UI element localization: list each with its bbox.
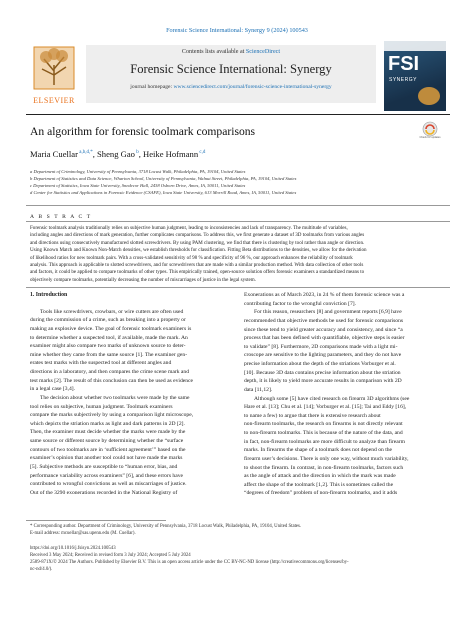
text-line: erates test marks with the suspected tool at different angles and (30, 360, 172, 367)
journal-banner (86, 45, 376, 103)
badge-label: Check for updates (419, 136, 441, 139)
text-line: examiner’s opinion that another tool could not have made the marks (30, 455, 183, 462)
text-line: to non-firearm toolmarks. This is because of the nature of the data, and (244, 430, 403, 436)
text-line: as the angle of attack and the direction in which the mark was made (244, 473, 396, 480)
abstract-heading: A B S T R A C T (30, 214, 92, 220)
text-line: to shoot the firearm. In contrast, in non-firearm toolmarks, factors such (244, 464, 404, 471)
journal-citation[interactable]: Forensic Science International: Synergy 9 (2024) 100543 (166, 27, 308, 34)
affiliation: a Department of Criminology, University of Pennsylvania, 3718 Locust Walk, Philadelphia, PA, 19104, United States (30, 169, 246, 174)
footnote-rule (26, 520, 166, 521)
text-line: [10]. Because 3D data contains precise information about the striation (244, 369, 401, 376)
homepage-link[interactable]: www.sciencedirect.com/journal/forensic-science-international-synergy (173, 84, 332, 90)
text-line: Then, the examiner must decide whether the marks were made by the (30, 429, 186, 436)
text-line: making an explosive device. The goal of forensic toolmark examiners is (30, 325, 192, 332)
abstract-line: of likelihood ratios for new toolmark pairs. With a cross-validated sensitivity of 98 % and specificity of 96 %, our approach enhances the reliability of toolmark (30, 254, 353, 261)
corresponding-note: * Corresponding author. Department of Criminology, University of Pennsylvania, 3718 Locust Walk, Philadelphia, PA, 19104, United States. (30, 524, 302, 529)
text-line: performance variability across examiners” [6], and these errors have (30, 472, 183, 479)
contents-prefix: Contents lists available at (181, 49, 246, 55)
cover-subtitle: SYNERGY (389, 77, 417, 83)
text-line: firearm user’s decisions. There is only one way, without much variability, (244, 455, 409, 462)
journal-title: Forensic Science International: Synergy (130, 62, 332, 76)
text-line: recommended that objective methods be used for forensic comparisons (244, 317, 404, 324)
abstract-line: and factors, it could be applied to compare toolmarks of other types. This empirically trained, open-source solution offers forensic examiners a standardized means to (30, 269, 365, 276)
license-line[interactable]: 2589-871X/© 2024 The Authors. Published by Elsevier B.V. This is an open access article under the CC BY-NC-ND license (http://creativecommons.org/licenses/by- (30, 560, 349, 565)
author-sup[interactable]: b (134, 150, 139, 156)
header-rule (26, 114, 450, 115)
affiliation: d Center for Statistics and Applications in Forensic Evidence (CSAFE), Iowa State University, 613 Morrill Road, Ames, IA, 50011, United States (30, 190, 297, 195)
homepage-line (86, 84, 376, 90)
text-line: marks. In firearms the shape of a toolmark does not depend on the (244, 447, 393, 454)
article-title: An algorithm for forensic toolmark comparisons (30, 125, 256, 138)
abstract-top-rule (26, 205, 450, 206)
sciencedirect-link[interactable]: ScienceDirect (245, 49, 281, 55)
author-sup[interactable]: a,b,d,* (77, 150, 93, 156)
left-column-text (30, 308, 232, 498)
text-line: to validate” [8]. Furthermore, 2D comparisons made with a light mi- (244, 343, 398, 350)
text-line: to name a few) to argue that there is extensive research about (244, 412, 381, 419)
right-column-text (244, 291, 446, 498)
text-line: precise information about the depth of the striations Vorburger et al. (244, 361, 396, 367)
elsevier-tree-icon (26, 45, 82, 93)
text-line: affect the shape of the toolmark [1,2]. This is sometimes called the (244, 481, 394, 488)
text-line: mine whether they came from the same source [1]. The examiner gen- (30, 351, 188, 358)
section-heading: 1. Introduction (30, 292, 68, 298)
abstract-text (30, 225, 444, 284)
elsevier-wordmark: ELSEVIER (33, 96, 75, 105)
text-line: test marks [2]. The result of this conclusion can then be used as evidence (30, 377, 193, 384)
text-line: compare the marks subjectively by using a comparison light microscope, (30, 412, 194, 419)
cover-graphic (418, 87, 440, 105)
abstract-heading-rule (26, 221, 450, 222)
text-line: during the commission of a crime, such as breaking into a property or (30, 317, 186, 324)
text-line: Out of the 3290 exonerations recorded in the National Registry of (30, 489, 178, 496)
abstract-line: including angles and directions of mark generation, further complicates comparisons. To address this, we first generate a dataset of 3D toolmarks from various angles (30, 232, 365, 239)
text-line: which depicts the striation marks as light and dark patterns in 2D [2]. (30, 420, 185, 427)
check-for-updates-badge[interactable] (421, 121, 439, 141)
text-line: Tools like screwdrivers, crowbars, or wire cutters are often used (40, 308, 184, 315)
abstract-line: Forensic toolmark analysis traditionally relies on subjective human judgment, leading to inconsistencies and lack of transparency. The multitude of variables, (30, 225, 348, 231)
affiliation: b Department of Statistics and Data Science, Wharton School, University of Pennsylvania, Walnut Street, Philadelphia, PA, 19104, United States (30, 176, 297, 181)
text-line: Exonerations as of March 2023, in 24 % of them forensic science was a (244, 292, 405, 298)
text-line: croscope are sensitive to the lighting parameters, and they do not have (244, 352, 402, 359)
author-name[interactable]: Sheng Gao (97, 149, 135, 159)
text-line: “degrees of freedom” problem of non-firearm toolmarks, and it adds (244, 490, 398, 497)
text-line: data [11,12]. (244, 386, 273, 393)
text-line: in a legal case [3,4]. (30, 386, 76, 393)
email-note (30, 531, 136, 537)
text-line: examiner might also compare two marks of unknown source to deter- (30, 343, 186, 350)
doi-link[interactable]: https://doi.org/10.1016/j.fsisyn.2024.100543 (30, 546, 116, 551)
abstract-line: objectively compare toolmarks, potentially decreasing the number of miscarriages of justice in the legal system. (30, 276, 256, 283)
contents-line (86, 49, 376, 55)
license-line-2[interactable]: nc-nd/4.0/). (30, 567, 53, 572)
text-line: since these tend to yield greater accuracy and consistency, and since “a (244, 326, 403, 333)
text-line: Hare et al. [13]; Chu et al. [14]; Vorburger et al. [15]; Tai and Eddy [16], (244, 404, 407, 411)
homepage-prefix: journal homepage: (130, 84, 174, 90)
text-line: contours of two toolmarks are in ‘sufficient agreement’” based on the (30, 446, 186, 453)
text-line: Although some [5] have cited research on firearm 3D algorithms (see (254, 395, 410, 402)
elsevier-logo[interactable] (26, 45, 82, 103)
text-line: process that has been defined with quantifiable, objective steps is easier (244, 335, 405, 342)
abstract-line: analysis. This approach is applicable to slotted screwdrivers, and for screwdrivers that are made with a similar production method. With data collection of other tools (30, 261, 364, 268)
text-line: tool relies on subjective, human judgment. Toolmark examiners (30, 403, 173, 410)
affiliation: c Department of Statistics, Iowa State University, Snedecor Hall, 2438 Osborn Drive, Ames, IA, 50011, United States (30, 183, 246, 188)
cover-title: FSI (388, 53, 420, 75)
right-column (244, 291, 446, 498)
abstract-bottom-rule (26, 287, 450, 288)
text-line: contributed to wrongful convictions as well as miscarriages of justice. (30, 481, 187, 488)
text-line: contributing factor to the wrongful conviction [7]. (244, 300, 357, 307)
text-line: For this reason, researchers [8] and government reports [6,9] have (254, 309, 402, 316)
text-line: in fact, non-firearm toolmarks are more difficult to analyze than firearm (244, 438, 405, 445)
journal-cover[interactable] (384, 41, 446, 111)
text-line: The decision about whether two toolmarks were made by the same (40, 394, 190, 401)
text-line: same source or different source by determining whether the “surface (30, 438, 184, 444)
text-line: directions in a laboratory, and then compares the crime scene mark and (30, 369, 189, 375)
text-line: depth, it is likely to yield more accurate results in comparison with 2D (244, 378, 402, 385)
author-name[interactable]: Maria Cuellar (30, 149, 78, 159)
email-address[interactable]: E-mail address: mcuellar@sas.upenn.edu (M. Cuellar). (30, 531, 136, 536)
left-column (30, 291, 232, 497)
author-list: Maria Cuellar $^{a,b,d,*}$, Sheng Gao $^b$, Heike Hofmann $^{c,d}$ (30, 149, 206, 159)
author-name[interactable]: Heike Hofmann (143, 149, 199, 159)
received-dates: Received 3 May 2024; Received in revised form 3 July 2024; Accepted 5 July 2024 (30, 553, 191, 558)
text-line: non-firearm toolmarks, the research on firearms is not directly relevant (244, 421, 403, 428)
text-line: to determine whether a suspected tool, if available, made the mark. An (30, 334, 188, 341)
abstract-line: Using Known Match and Known Non-Match densities, we establish thresholds for classification. Fitting Beta distributions to the densities, we allow for the derivation (30, 247, 367, 254)
abstract-line: and directions using consecutively manufactured slotted screwdrivers. By using PAM clustering, we find that there is clustering by tool rather than angle or direction. (30, 239, 365, 246)
author-sup[interactable]: c,d (198, 150, 206, 156)
text-line: [5]. Subjective methods are susceptible to “human error, bias, and (30, 463, 178, 470)
